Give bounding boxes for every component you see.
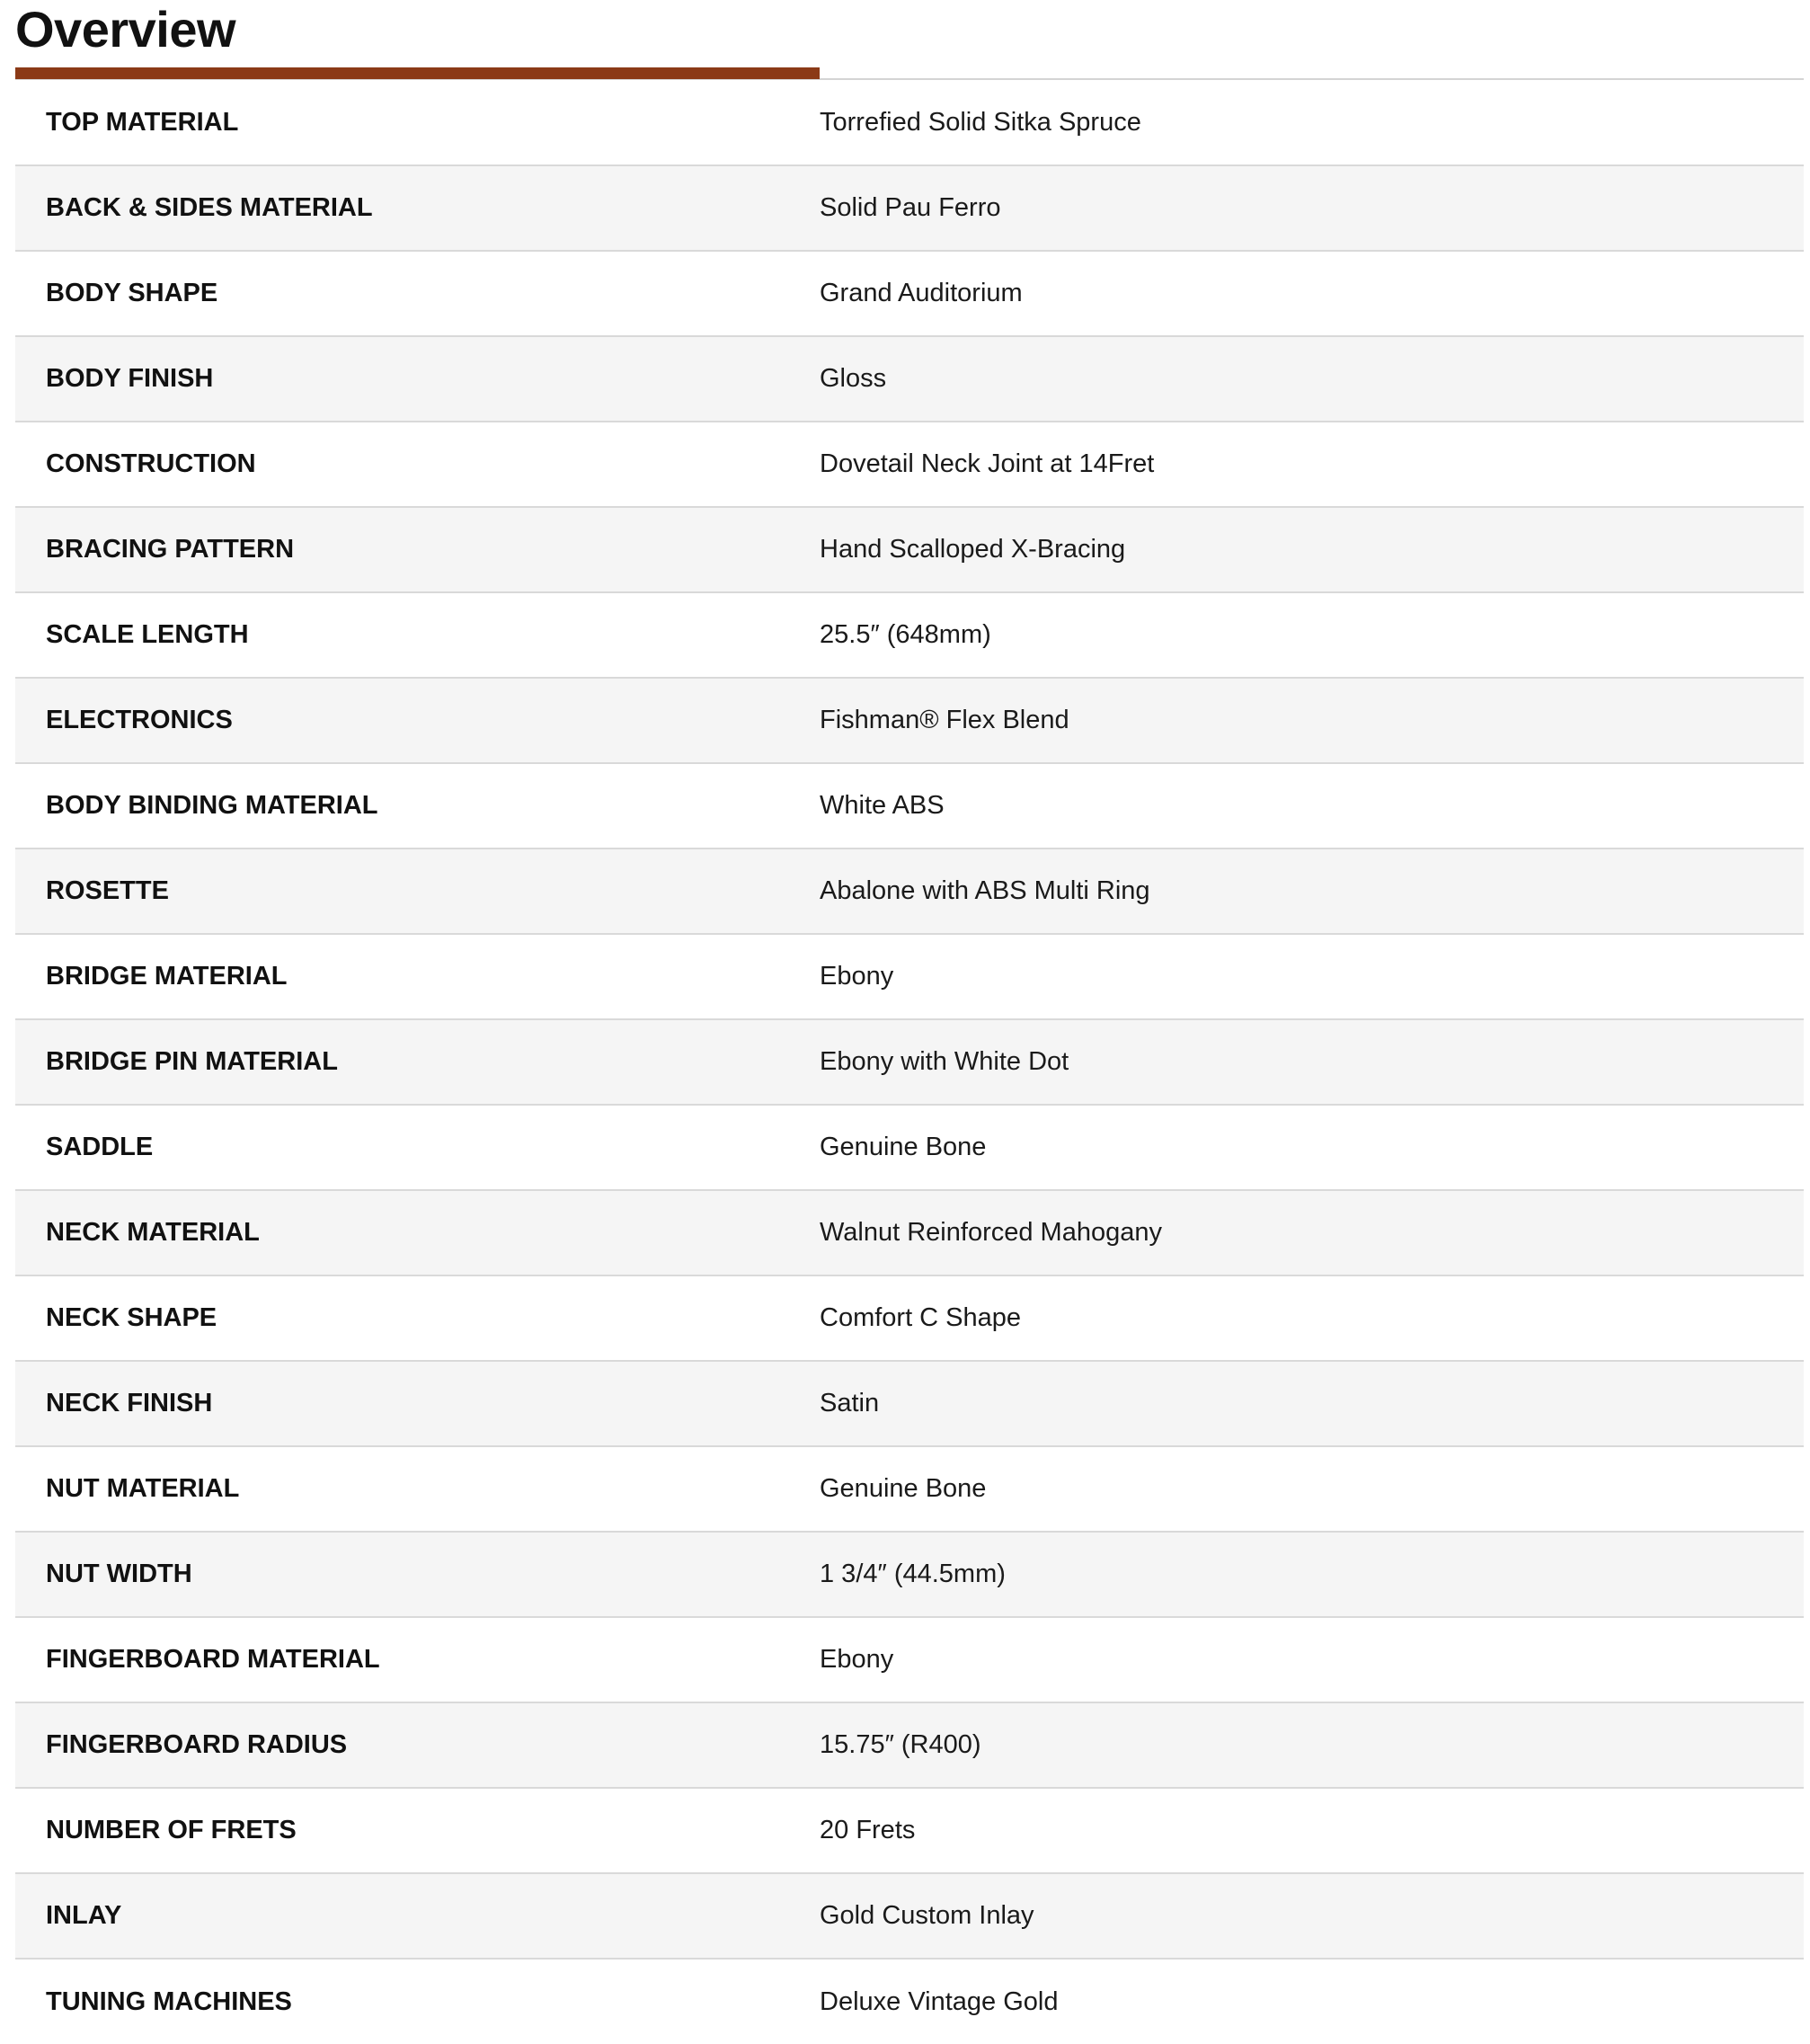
spec-row <box>15 1617 1804 1702</box>
spec-row <box>15 165 1804 251</box>
spec-value: Gold Custom Inlay <box>820 1873 1804 1959</box>
spec-value: Torrefied Solid Sitka Spruce <box>820 80 1804 165</box>
spec-label: TOP MATERIAL <box>15 80 820 165</box>
spec-label: INLAY <box>15 1873 820 1959</box>
spec-label: BRIDGE MATERIAL <box>15 934 820 1019</box>
spec-value: White ABS <box>820 763 1804 849</box>
spec-label: NUMBER OF FRETS <box>15 1788 820 1873</box>
spec-value: Dovetail Neck Joint at 14Fret <box>820 422 1804 507</box>
spec-value: 15.75″ (R400) <box>820 1702 1804 1788</box>
spec-value: Walnut Reinforced Mahogany <box>820 1190 1804 1275</box>
spec-row <box>15 422 1804 507</box>
spec-value: 25.5″ (648mm) <box>820 592 1804 678</box>
spec-value: Gloss <box>820 336 1804 422</box>
spec-value: Satin <box>820 1361 1804 1446</box>
spec-value: Ebony <box>820 1617 1804 1702</box>
spec-row <box>15 678 1804 763</box>
spec-label: NECK FINISH <box>15 1361 820 1446</box>
spec-row <box>15 80 1804 165</box>
spec-row <box>15 1959 1804 2044</box>
spec-row <box>15 251 1804 336</box>
spec-value: 20 Frets <box>820 1788 1804 1873</box>
spec-label: NECK MATERIAL <box>15 1190 820 1275</box>
spec-value: 1 3/4″ (44.5mm) <box>820 1532 1804 1617</box>
spec-label: BODY BINDING MATERIAL <box>15 763 820 849</box>
spec-label: NUT WIDTH <box>15 1532 820 1617</box>
spec-value: Solid Pau Ferro <box>820 165 1804 251</box>
spec-label: BODY SHAPE <box>15 251 820 336</box>
spec-value: Grand Auditorium <box>820 251 1804 336</box>
spec-row <box>15 1019 1804 1105</box>
spec-value: Abalone with ABS Multi Ring <box>820 849 1804 934</box>
title-underline <box>15 67 1804 80</box>
spec-table <box>15 80 1804 2044</box>
spec-label: NUT MATERIAL <box>15 1446 820 1532</box>
spec-row <box>15 1190 1804 1275</box>
spec-label: BODY FINISH <box>15 336 820 422</box>
spec-label: BRIDGE PIN MATERIAL <box>15 1019 820 1105</box>
spec-value: Ebony with White Dot <box>820 1019 1804 1105</box>
spec-label: NECK SHAPE <box>15 1275 820 1361</box>
spec-value: Genuine Bone <box>820 1446 1804 1532</box>
active-tab-indicator <box>15 67 820 79</box>
spec-row <box>15 934 1804 1019</box>
spec-row <box>15 592 1804 678</box>
spec-label: ELECTRONICS <box>15 678 820 763</box>
spec-value: Deluxe Vintage Gold <box>820 1986 1059 2016</box>
spec-label: ROSETTE <box>15 849 820 934</box>
spec-row <box>15 1105 1804 1190</box>
spec-value: Genuine Bone <box>820 1105 1804 1190</box>
spec-label: FINGERBOARD RADIUS <box>15 1702 820 1788</box>
spec-label: BACK & SIDES MATERIAL <box>15 165 820 251</box>
spec-value: Fishman® Flex Blend <box>820 678 1804 763</box>
spec-label: CONSTRUCTION <box>15 422 820 507</box>
spec-row <box>15 1788 1804 1873</box>
spec-row <box>15 763 1804 849</box>
spec-row <box>15 849 1804 934</box>
spec-row <box>15 1702 1804 1788</box>
spec-label: FINGERBOARD MATERIAL <box>15 1617 820 1702</box>
spec-row <box>15 1446 1804 1532</box>
spec-value: Ebony <box>820 934 1804 1019</box>
spec-value: Comfort C Shape <box>820 1275 1804 1361</box>
spec-row <box>15 1532 1804 1617</box>
spec-label: TUNING MACHINES <box>46 1986 292 2016</box>
section-title: Overview <box>15 1 236 58</box>
spec-table-body <box>15 80 1804 2044</box>
spec-label: BRACING PATTERN <box>15 507 820 592</box>
spec-label: SADDLE <box>15 1105 820 1190</box>
spec-row <box>15 1873 1804 1959</box>
spec-row <box>15 1361 1804 1446</box>
spec-row <box>15 336 1804 422</box>
overview-section <box>15 0 1804 2044</box>
spec-row <box>15 507 1804 592</box>
spec-row <box>15 1275 1804 1361</box>
spec-label: SCALE LENGTH <box>15 592 820 678</box>
spec-value: Hand Scalloped X-Bracing <box>820 507 1804 592</box>
